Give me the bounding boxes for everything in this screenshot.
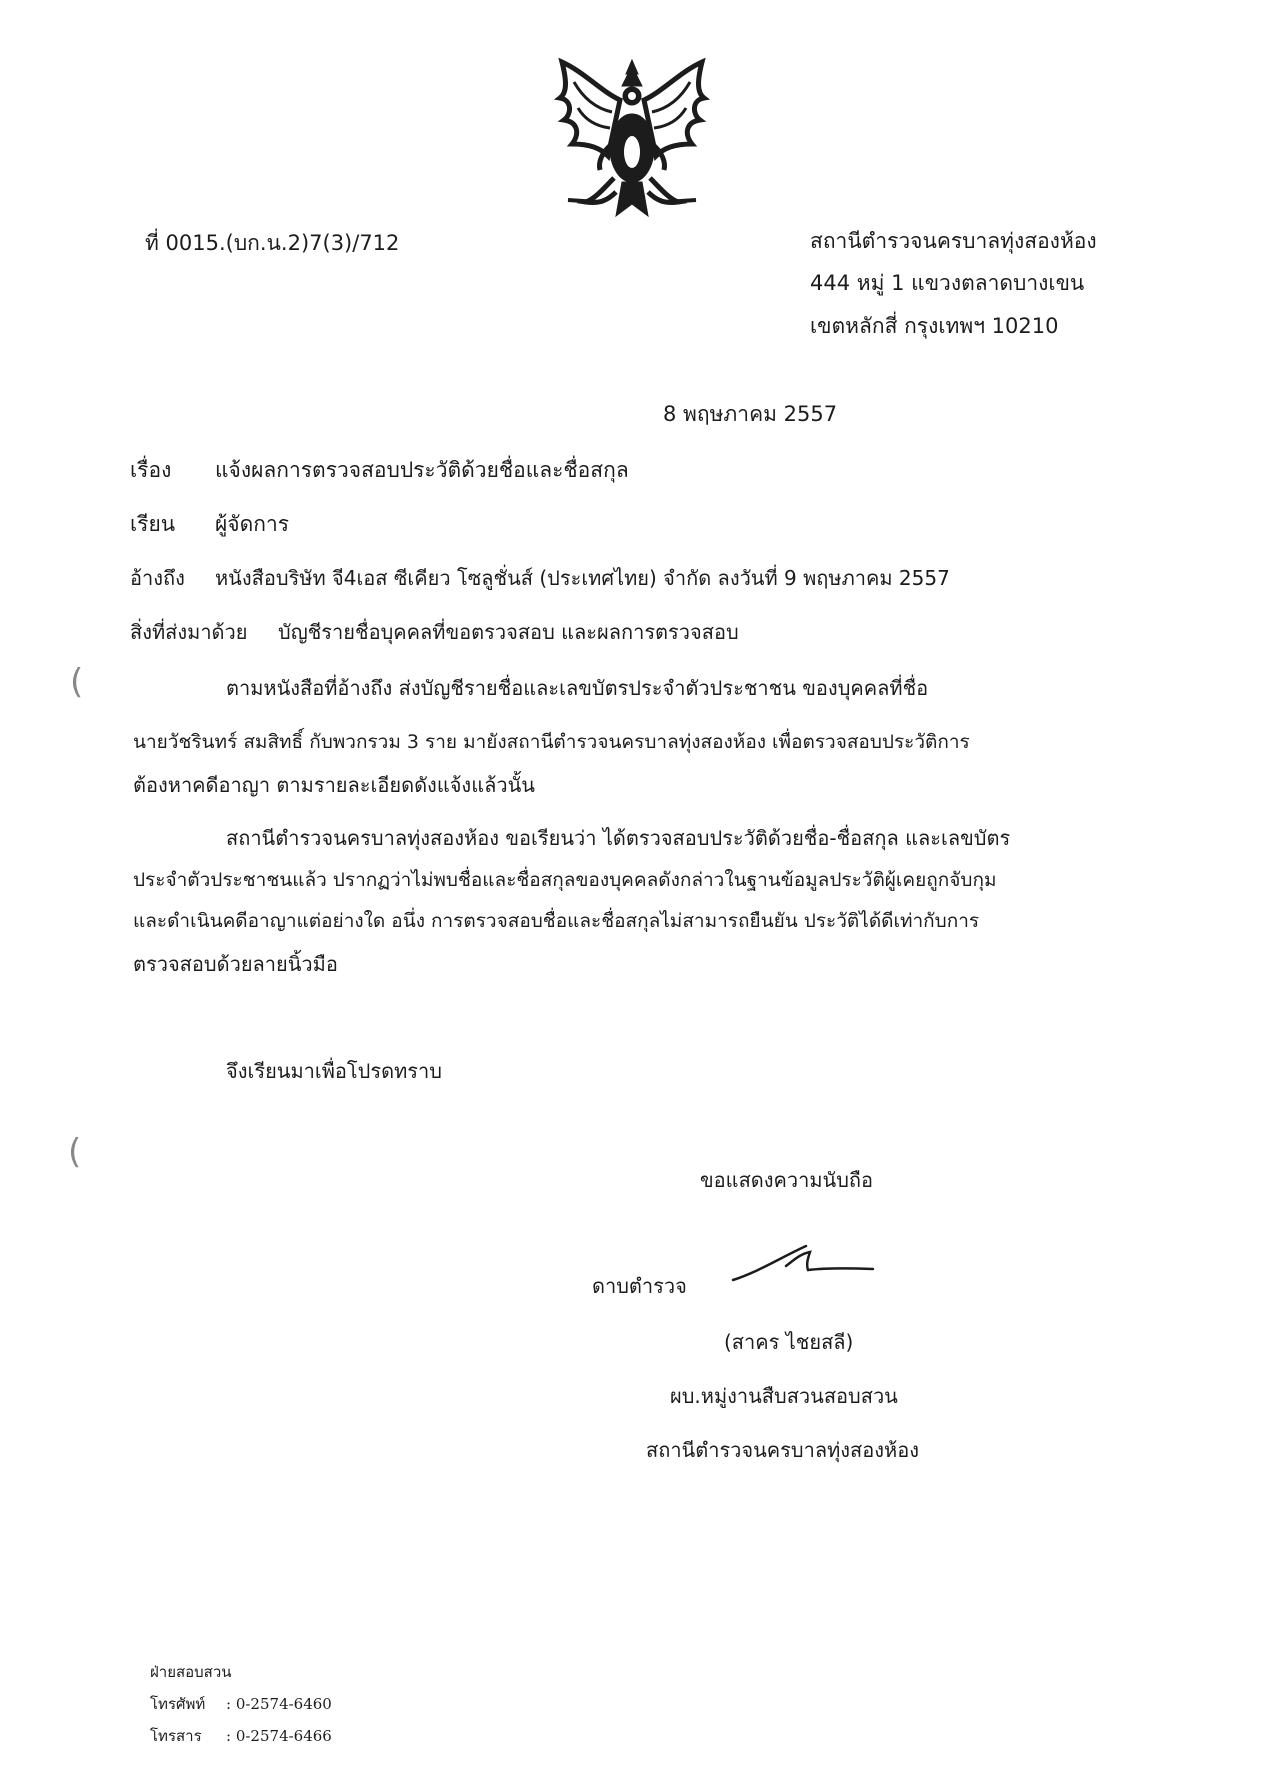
reference-number: ที่ 0015.(บก.น.2)7(3)/712 — [145, 231, 400, 255]
paragraph-2-line: และดำเนินคดีอาญาแต่อย่างใด อนึ่ง การตรวจสอบชื่อและชื่อสกุลไม่สามารถยืนยัน ประวัติได้ดีเท่ากับการ — [133, 910, 980, 932]
recipient-line — [130, 508, 289, 541]
reference-line — [130, 562, 950, 594]
fax-label: โทรสาร — [150, 1727, 202, 1745]
sender-address-line: 444 หมู่ 1 แขวงตลาดบางเขน — [810, 271, 1085, 295]
garuda-emblem — [542, 52, 722, 232]
enclosure-label: สิ่งที่ส่งมาด้วย — [130, 620, 248, 644]
signer-station: สถานีตำรวจนครบาลทุ่งสองห้อง — [646, 1438, 919, 1462]
enclosure-line — [130, 616, 739, 648]
subject-text: แจ้งผลการตรวจสอบประวัติด้วยชื่อและชื่อสกุล — [215, 458, 629, 482]
paragraph-2-line: ประจำตัวประชาชนแล้ว ปรากฏว่าไม่พบชื่อและชื่อสกุลของบุคคลดังกล่าวในฐานข้อมูลประวัติผู้เคยถูกจับกุม — [133, 869, 997, 891]
paragraph-1-line: ตามหนังสือที่อ้างถึง ส่งบัญชีรายชื่อและเลขบัตรประจำตัวประชาชน ของบุคคลที่ชื่อ — [226, 676, 929, 700]
reference-label: อ้างถึง — [130, 566, 185, 590]
phone-label: โทรศัพท์ — [150, 1695, 206, 1713]
scan-mark: ( — [68, 1132, 82, 1172]
paragraph-1-line: นายวัชรินทร์ สมสิทธิ์ กับพวกรวม 3 ราย มายังสถานีตำรวจนครบาลทุ่งสองห้อง เพื่อตรวจสอบประวัติการ — [133, 731, 970, 753]
closing-line: จึงเรียนมาเพื่อโปรดทราบ — [226, 1059, 442, 1083]
paragraph-1-line: ต้องหาคดีอาญา ตามรายละเอียดดังแจ้งแล้วนั้น — [133, 773, 535, 797]
footer-phone — [150, 1692, 332, 1716]
phone-number: : 0-2574-6460 — [226, 1695, 332, 1713]
subject-line — [130, 454, 629, 487]
scan-mark: ( — [70, 662, 84, 702]
fax-number: : 0-2574-6466 — [226, 1727, 332, 1745]
enclosure-text: บัญชีรายชื่อบุคคลที่ขอตรวจสอบ และผลการตรวจสอบ — [278, 620, 739, 644]
letter-date: 8 พฤษภาคม 2557 — [663, 402, 838, 426]
signer-rank: ดาบตำรวจ — [592, 1274, 687, 1298]
sender-address-line: เขตหลักสี่ กรุงเทพฯ 10210 — [810, 314, 1059, 338]
subject-label: เรื่อง — [130, 458, 172, 482]
paragraph-2-line: ตรวจสอบด้วยลายนิ้วมือ — [133, 952, 338, 976]
footer-fax — [150, 1724, 332, 1748]
signature — [728, 1238, 878, 1288]
signer-name: (สาคร ไชยสลี) — [724, 1330, 854, 1354]
recipient-label: เรียน — [130, 512, 176, 536]
signer-position: ผบ.หมู่งานสืบสวนสอบสวน — [670, 1384, 898, 1408]
paragraph-2-line: สถานีตำรวจนครบาลทุ่งสองห้อง ขอเรียนว่า ได้ตรวจสอบประวัติด้วยชื่อ-ชื่อสกุล และเลขบัตร — [226, 826, 1011, 850]
recipient-text: ผู้จัดการ — [215, 512, 290, 536]
regards: ขอแสดงความนับถือ — [700, 1168, 874, 1192]
footer-department: ฝ่ายสอบสวน — [150, 1663, 232, 1681]
reference-text: หนังสือบริษัท จี4เอส ซีเคียว โซลูชั่นส์ (ประเทศไทย) จำกัด ลงวันที่ 9 พฤษภาคม 2557 — [215, 566, 950, 590]
sender-address-line: สถานีตำรวจนครบาลทุ่งสองห้อง — [810, 229, 1097, 253]
